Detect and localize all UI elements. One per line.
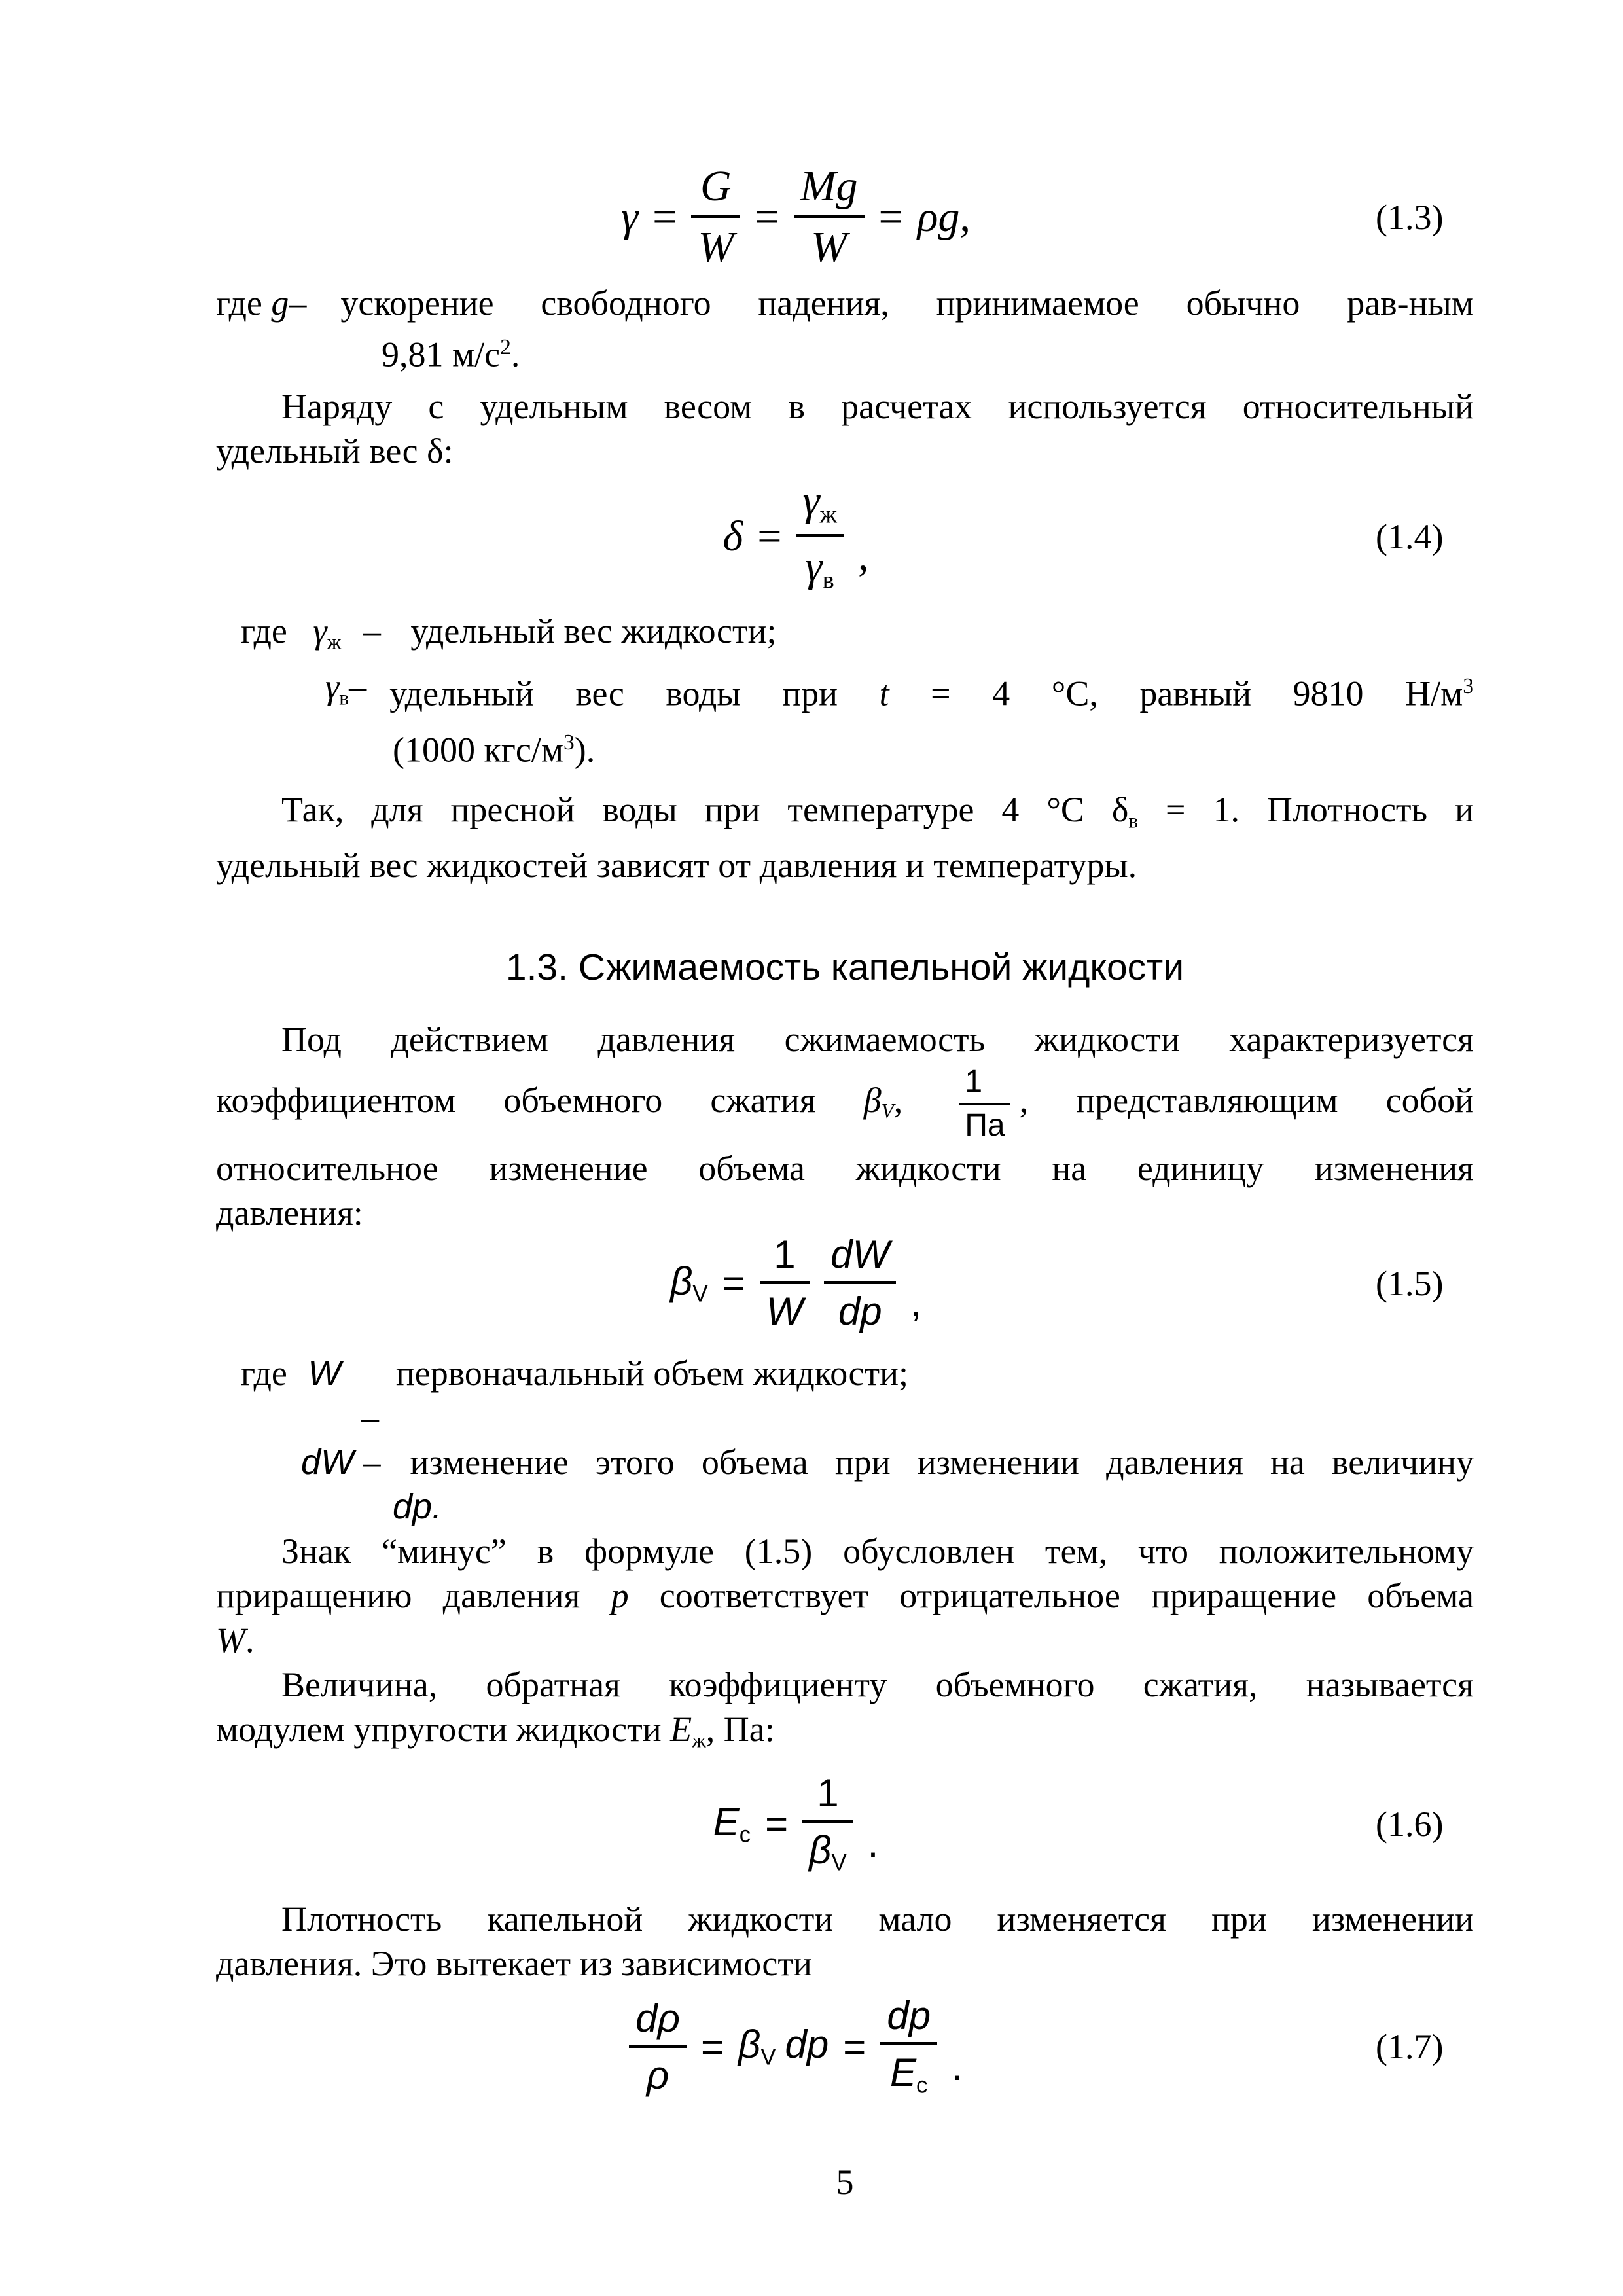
fraction-1-over-w: $\frac{1}{W}$ [760,1235,810,1331]
formula-1-3-body [216,162,1376,271]
period: . [952,2044,963,2089]
formula-1-6 [216,1770,1474,1876]
where-g-head: где g– [216,283,307,323]
paragraph-tak-line1: Так, для пресной воды при температуре 4 °С δв = 1. Плотность и [281,790,1474,833]
delta-symbol: δ [722,512,743,560]
w-symbol: W [308,1354,342,1393]
formula-1-7 [216,1993,1474,2098]
fraction-1-over-beta-v: $\frac{1}{\beta V}$ [802,1774,853,1874]
formula-1-6-body [216,1770,1376,1876]
equals-sign: = [755,192,779,241]
paragraph-pod-line3: относительное изменение объема жидкости на единицу изменения [216,1149,1474,1189]
paragraph-velichina-line2: модулем упругости жидкости Eж, Па: [216,1710,775,1752]
formula-1-4-body [216,477,1376,594]
dw-text: изменение этого объема при изменении давления на величину [410,1443,1474,1482]
period: . [867,1821,879,1866]
paragraph-pod-line4: давления: [216,1193,363,1233]
paragraph-velichina-line1: Величина, обратная коэффициенту объемного сжатия, называется [281,1665,1474,1705]
comma: , [857,532,869,580]
equation-number-1-3: (1.3) [1376,197,1444,237]
equals-sign: = [700,2024,724,2069]
superscript-2: 2 [500,335,511,359]
superscript-3: 3 [563,730,575,755]
dw-head: dW – [301,1443,381,1482]
equals-sign: = [765,1802,789,1846]
equals-sign: = [843,2024,866,2069]
paragraph-pod-line2: коэффициентом объемного сжатия βV, 1 Па , представляющим собой [216,1064,1474,1143]
gamma-zh-symbol: γж [313,611,342,654]
where-dw-line [216,1440,1474,1484]
paragraph-plotnost-line2: давления. Это вытекает из зависимости [216,1943,812,1983]
e-c-symbol: Ec [713,1799,751,1848]
equals-sign: = [757,512,782,560]
paragraph-pod-line1: Под действием давления сжимаемость жидкости характеризуется [281,1020,1474,1060]
fraction-dw-over-dp: $\frac{dW}{dp}$ [824,1235,896,1331]
paragraph-naryadu-line2: удельный вес δ: [216,431,454,471]
formula-1-7-body [216,1993,1376,2098]
p-symbol: p [611,1576,629,1616]
equals-sign: = [722,1261,745,1306]
equation-number-1-7: (1.7) [1376,2027,1444,2066]
paragraph-znak-line1: Знак “минус” в формуле (1.5) обусловлен тем, что положительному [281,1532,1474,1571]
equation-number-1-4: (1.4) [1376,516,1444,556]
gamma-v-head: γв– [325,667,367,709]
formula-1-5-body [216,1232,1376,1334]
where-g-line [216,281,1474,325]
formula-1-3 [216,162,1474,271]
paragraph-znak-line3: W. [216,1621,255,1660]
equation-number-1-6: (1.6) [1376,1804,1444,1844]
fraction-drho-over-rho: $\frac{d\rho}{\rho}$ [629,1999,687,2095]
beta-v-dp-term: βV dp [738,2022,829,2070]
lone-dash-line: – [361,1398,379,1438]
fraction-g-over-w: $\frac{G}{W}$ [691,165,740,269]
g-value-line: 9,81 $м/с^2$. [382,334,520,374]
paragraph-znak-line2: приращению давления p соответствует отрицательное приращение объема [216,1576,1474,1616]
paragraph-naryadu-line1: Наряду с удельным весом в расчетах используется относительный [281,387,1474,427]
formula-1-5 [216,1232,1474,1334]
paragraph-plotnost-line1: Плотность капельной жидкости мало изменяется при изменении [281,1899,1474,1939]
formula-1-4 [216,477,1474,594]
w-symbol: W [216,1621,245,1660]
fraction-mg-over-w: $\frac{Mg}{W}$ [794,165,865,269]
beta-v-symbol: βV [670,1259,708,1307]
page-number: 5 [836,2162,854,2202]
where-gamma-v-line [216,664,1474,720]
comma: , [910,1281,921,1325]
equals-sign: = [878,192,903,241]
paragraph-tak-line2: удельный вес жидкостей зависят от давления и температуры. [216,846,1137,886]
delta-v-subscript: в [1128,809,1139,833]
fraction-dp-over-ec: $\frac{dp}{Ec}$ [880,1996,937,2097]
section-heading: 1.3. Сжимаемость капельной жидкости [505,946,1185,989]
superscript-3: 3 [1463,674,1474,699]
gamma-symbol: γ [621,192,639,241]
rho-g-term: ρg, [917,192,971,241]
where-w-line: где W первоначальный объем жидкости; [241,1354,909,1393]
equation-number-1-5: (1.5) [1376,1263,1444,1303]
e-zh-symbol: E [670,1710,692,1749]
dp-line: dp. [393,1487,442,1527]
kgs-line: (1000 кгс/$м^3$). [393,730,596,770]
fraction-1-over-pa: 1 Па [959,1066,1010,1142]
gamma-v-text: удельный вес воды при t = 4 °С, равный 9810 $Н/м^3$ [389,673,1474,713]
beta-symbol: β [863,1081,882,1121]
where-g-text: ускорение свободного падения, принимаемое обычно рав-ным [340,283,1474,323]
fraction-gamma-zh-over-gamma-v: $\frac{\gamma ж}{\gamma в}$ [796,480,843,593]
where-gamma-zh-line: где γж – удельный вес жидкости; [241,611,777,654]
equals-sign: = [652,192,677,241]
